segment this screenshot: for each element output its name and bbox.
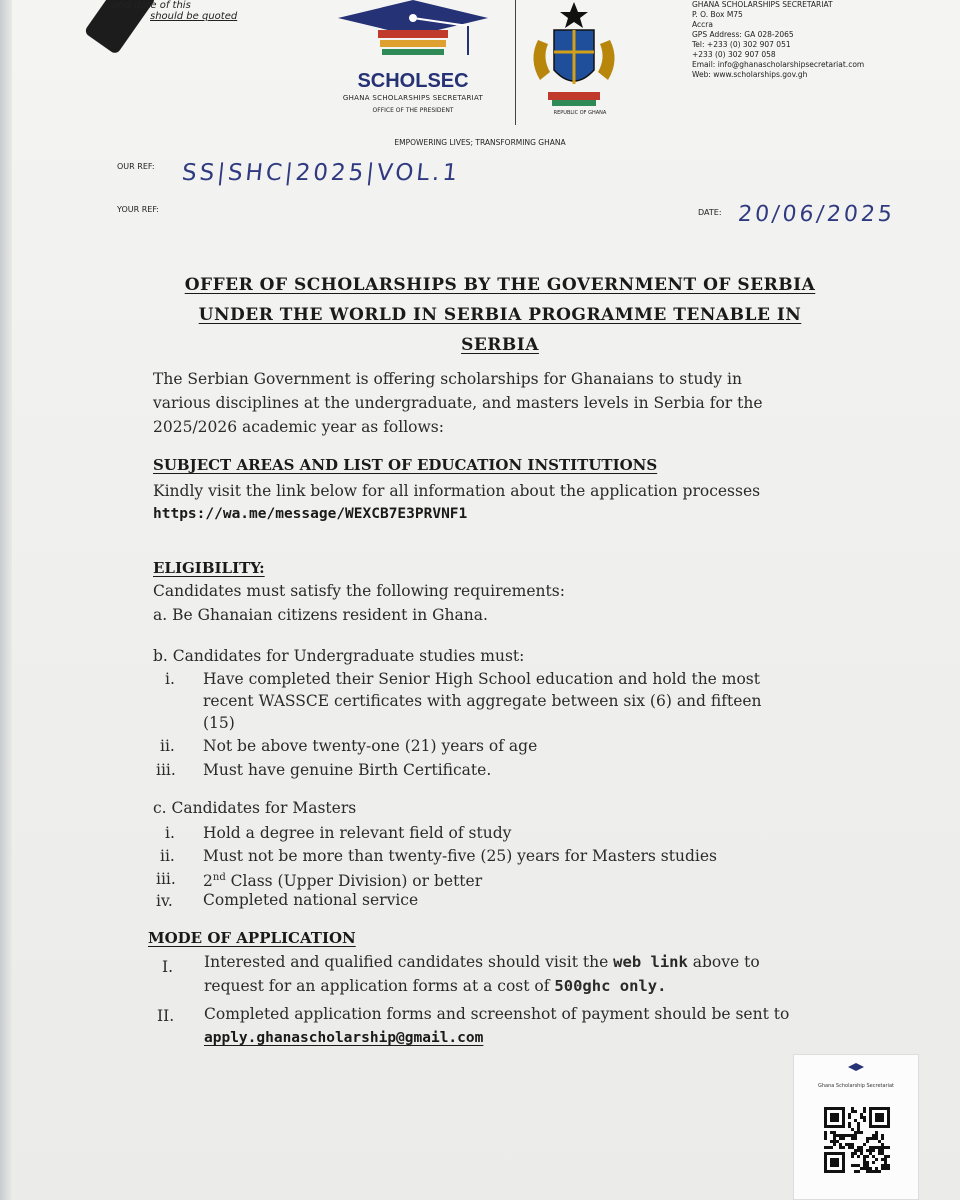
contact-line: +233 (0) 302 907 058 xyxy=(692,50,776,59)
application-email-link[interactable]: apply.ghanascholarship@gmail.com xyxy=(204,1030,484,1046)
contact-line: GPS Address: GA 028-2065 xyxy=(692,30,794,39)
list-number: i. xyxy=(165,824,175,842)
contact-line: Web: www.scholarships.gov.gh xyxy=(692,70,808,79)
list-item-text: (15) xyxy=(203,714,235,732)
list-number: i. xyxy=(165,670,175,688)
intro-line-3: 2025/2026 academic year as follows: xyxy=(153,418,444,436)
web-link-emphasis: web link xyxy=(613,953,688,971)
title-line-1: OFFER OF SCHOLARSHIPS BY THE GOVERNMENT OF SERBIA xyxy=(184,275,816,295)
contact-line: Accra xyxy=(692,20,713,29)
eligibility-intro: Candidates must satisfy the following requirements: xyxy=(153,582,565,600)
application-heading: MODE OF APPLICATION xyxy=(148,929,356,947)
contact-line: Tel: +233 (0) 302 907 051 xyxy=(692,40,791,49)
date-value: 20/06/2025 xyxy=(736,202,897,227)
cost-emphasis: 500ghc only. xyxy=(554,977,667,995)
qr-code-card xyxy=(793,1054,919,1200)
text-run: Interested and qualified candidates should visit the xyxy=(204,953,614,971)
list-number: iii. xyxy=(156,870,176,888)
page-fold-shadow xyxy=(0,0,12,1200)
list-number: iii. xyxy=(156,761,176,779)
org-short-name: SCHOLSEC xyxy=(357,70,469,92)
our-ref-value: SS|SHC|2025|VOL.1 xyxy=(180,160,462,186)
list-number: iv. xyxy=(156,892,173,910)
list-item-text: Have completed their Senior High School education and hold the most xyxy=(203,670,760,688)
list-number: II. xyxy=(157,1007,175,1025)
list-item-text: Must have genuine Birth Certificate. xyxy=(203,761,492,779)
contact-line: Email: info@ghanascholarshipsecretariat.com xyxy=(692,60,865,69)
coat-caption: REPUBLIC OF GHANA xyxy=(553,110,607,116)
list-number: ii. xyxy=(160,737,175,755)
application-item-2-line-1: Completed application forms and screenshot of payment should be sent to xyxy=(204,1005,790,1023)
list-number: I. xyxy=(162,958,174,976)
scholsec-logo xyxy=(318,0,508,120)
contact-line: GHANA SCHOLARSHIPS SECRETARIAT xyxy=(692,0,833,9)
eligibility-item-a: a. Be Ghanaian citizens resident in Ghana. xyxy=(153,606,488,624)
subjects-heading: SUBJECT AREAS AND LIST OF EDUCATION INSTITUTIONS xyxy=(153,456,658,474)
list-number: ii. xyxy=(160,847,175,865)
graduation-cap-icon xyxy=(318,0,508,72)
our-ref-label: OUR REF: xyxy=(117,162,155,171)
top-note-line-1: and date of this xyxy=(112,0,191,11)
org-office: OFFICE OF THE PRESIDENT xyxy=(372,107,454,114)
application-link[interactable]: https://wa.me/message/WEXCB7E3PRVNF1 xyxy=(153,506,468,522)
qr-caption: Ghana Scholarship Secretariat xyxy=(817,1083,895,1089)
list-item-text: Not be above twenty-one (21) years of age xyxy=(203,737,538,755)
list-item-text: Hold a degree in relevant field of study xyxy=(203,824,512,842)
top-note-line-2: should be quoted xyxy=(150,11,238,22)
text-run: above to xyxy=(687,953,760,971)
date-label: DATE: xyxy=(698,208,722,217)
ordinal-rest: Class (Upper Division) or better xyxy=(225,872,483,891)
eligibility-b-heading: b. Candidates for Undergraduate studies must: xyxy=(153,647,525,665)
contact-line: P. O. Box M75 xyxy=(692,10,743,19)
list-item-text: recent WASSCE certificates with aggregate between six (6) and fifteen xyxy=(203,692,762,710)
text-run: request for an application forms at a cost of xyxy=(204,977,555,995)
contact-block xyxy=(692,0,864,80)
tagline: EMPOWERING LIVES; TRANSFORMING GHANA xyxy=(394,138,566,147)
list-item-text: Completed national service xyxy=(203,891,419,909)
coat-of-arms-icon xyxy=(528,0,620,110)
ordinal-suffix: nd xyxy=(212,872,226,883)
ordinal-number: 2 xyxy=(203,872,213,891)
intro-line-2: various disciplines at the undergraduate, and masters levels in Serbia for the xyxy=(153,394,763,412)
top-note xyxy=(112,0,237,22)
subjects-text: Kindly visit the link below for all information about the application processes xyxy=(153,482,761,500)
org-full-name: GHANA SCHOLARSHIPS SECRETARIAT xyxy=(342,94,484,102)
header-divider xyxy=(515,0,516,125)
mini-logo-icon xyxy=(848,1063,864,1073)
title-line-3: SERBIA xyxy=(461,335,539,355)
application-item-1-line-2 xyxy=(204,975,666,998)
letter-title xyxy=(150,270,850,360)
list-item-text: Must not be more than twenty-five (25) years for Masters studies xyxy=(203,847,717,865)
eligibility-c-heading: c. Candidates for Masters xyxy=(153,799,357,817)
title-line-2: UNDER THE WORLD IN SERBIA PROGRAMME TENABLE IN xyxy=(198,305,802,325)
eligibility-heading: ELIGIBILITY: xyxy=(153,559,265,577)
qr-code-icon[interactable] xyxy=(824,1107,890,1173)
intro-line-1: The Serbian Government is offering scholarships for Ghanaians to study in xyxy=(153,370,742,388)
your-ref-label: YOUR REF: xyxy=(117,205,159,214)
application-item-1-line-1 xyxy=(204,951,760,974)
